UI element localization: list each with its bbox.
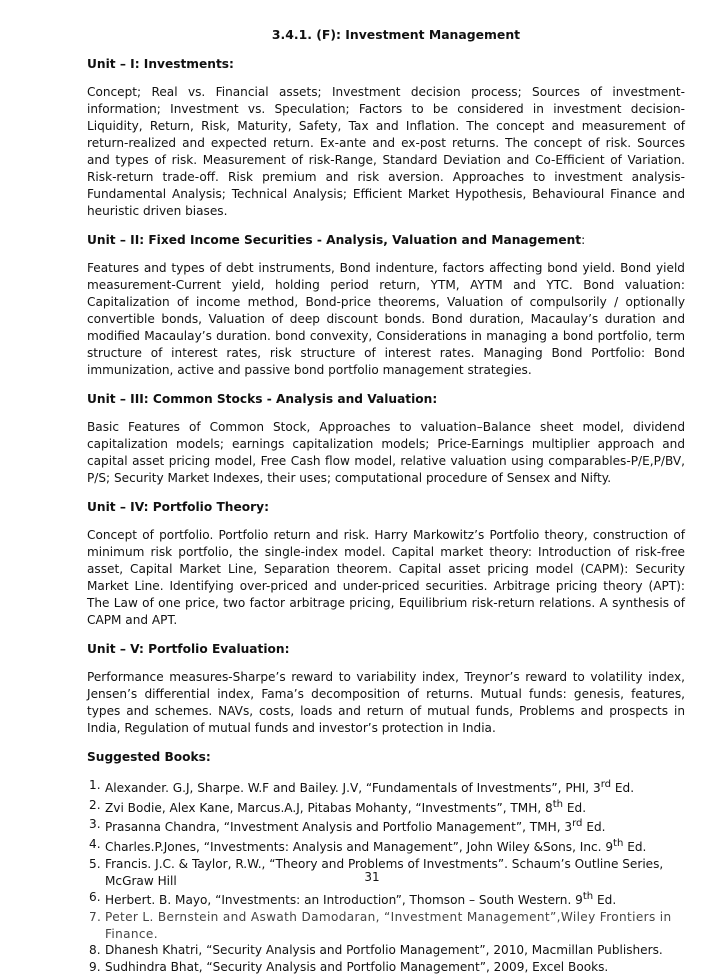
book-item	[89, 797, 685, 817]
book-text-end: Ed.	[611, 781, 635, 796]
book-item	[89, 816, 685, 836]
unit-4-body: Concept of portfolio. Portfolio return and risk. Harry Markowitz’s Portfolio theory, construction of minimum risk portfolio, the single-index model. Capital market theory: Introduction of risk-free asset, Capital Market Line, Separation theorem. Capital asset pricing model (CAPM): Security Market Line. Identifying over-priced and under-priced securities. Arbitrage pricing theory (APT): The Law of one price, two factor arbitrage pricing, Equilibrium risk-return relations. A synthesis of CAPM and APT.	[87, 528, 685, 627]
book-text-end: Ed.	[593, 893, 617, 908]
book-text-end: Ed.	[563, 800, 587, 815]
book-item	[89, 777, 685, 797]
page-number: 31	[364, 870, 380, 884]
page-title: 3.4.1. (F): Investment Management	[271, 27, 521, 42]
book-number: 8.	[89, 943, 101, 958]
book-text: Dhanesh Khatri, “Security Analysis and Portfolio Management”, 2010, Macmillan Publishers.	[105, 943, 663, 958]
book-text: Alexander. G.J, Sharpe. W.F and Bailey. J.V, “Fundamentals of Investments”, PHI, 3	[105, 781, 601, 796]
book-text: Charles.P.Jones, “Investments: Analysis and Management”, John Wiley &Sons, Inc. 9	[105, 840, 614, 855]
unit-4-heading: Unit – IV: Portfolio Theory:	[87, 500, 269, 514]
book-text: Herbert. B. Mayo, “Investments: an Introduction”, Thomson – South Western. 9	[105, 893, 583, 908]
unit-2-heading-suffix: :	[581, 233, 586, 247]
book-text: Peter L. Bernstein and Aswath Damodaran, “Investment Management”,Wiley Frontiers in Finance.	[105, 910, 672, 941]
book-number: 6.	[89, 890, 101, 905]
book-number: 4.	[89, 837, 101, 852]
book-sup: th	[582, 891, 594, 903]
book-item	[89, 909, 685, 942]
book-text: Prasanna Chandra, “Investment Analysis and Portfolio Management”, TMH, 3	[105, 820, 573, 835]
book-sup: th	[613, 838, 624, 850]
book-number: 3.	[89, 817, 101, 832]
book-number: 1.	[89, 778, 101, 792]
unit-1-heading: Unit – I: Investments:	[87, 57, 234, 71]
book-text-end: Ed.	[582, 820, 606, 835]
book-text: Francis. J.C. & Taylor, R.W., “Theory and Problems of Investments”. Schaum’s Outline Series, McGraw Hill	[105, 856, 664, 888]
unit-2-heading-text: Unit – II: Fixed Income Securities - Analysis, Valuation and Management	[87, 233, 582, 247]
book-item	[89, 959, 685, 976]
book-item	[89, 942, 685, 959]
document-page	[87, 26, 685, 976]
book-item	[89, 889, 685, 909]
book-text: Sudhindra Bhat, “Security Analysis and Portfolio Management”, 2009, Excel Books.	[105, 960, 609, 975]
book-sup: rd	[600, 779, 612, 790]
book-item	[89, 836, 685, 856]
book-sup: th	[552, 798, 564, 810]
unit-5-body: Performance measures-Sharpe’s reward to variability index, Treynor’s reward to volatility index, Jensen’s differential index, Fama’s decomposition of returns. Mutual funds: genesis, features, types and schemes. NAVs, costs, loads and return of mutual funds, Problems and prospects in India, Regulation of mutual funds and investor’s protection in India.	[87, 670, 685, 735]
book-sup: rd	[572, 818, 583, 830]
unit-1-body: Concept; Real vs. Financial assets; Investment decision process; Sources of investment-information; Investment vs. Speculation; Factors to be considered in investment decision-Liquidity, Return, Risk, Maturity, Safety, Tax and Inflation. The concept and measurement of return-realized and expected return. Ex-ante and ex-post returns. The concept of risk. Sources and types of risk. Measurement of risk-Range, Standard Deviation and Co-Efficient of Variation. Risk-return trade-off. Risk premium and risk aversion. Approaches to investment analysis-Fundamental Analysis; Technical Analysis; Efficient Market Hypothesis, Behavioural Finance and heuristic driven biases.	[87, 85, 685, 218]
book-number: 2.	[89, 797, 101, 812]
unit-2-body: Features and types of debt instruments, Bond indenture, factors affecting bond yield. Bond yield measurement-Current yield, holding period return, YTM, AYTM and YTC. Bond valuation: Capitalization of income method, Bond-price theorems, Valuation of compulsorily / optionally convertible bonds, Valuation of deep discount bonds. Bond duration, Macaulay’s duration and modified Macaulay’s duration. bond convexity, Considerations in managing a bond portfolio, term structure of interest rates, risk structure of interest rates. Managing Bond Portfolio: Bond immunization, active and passive bond portfolio management strategies.	[87, 261, 685, 377]
book-text-end: Ed.	[623, 840, 647, 855]
book-number: 5.	[89, 856, 101, 871]
unit-3-body: Basic Features of Common Stock, Approaches to valuation–Balance sheet model, dividend capitalization models; earnings capitalization models; Price-Earnings multiplier approach and capital asset pricing model, Free Cash flow model, relative valuation using comparables-P/E,P/BV, P/S; Security Market Indexes, their uses; computational procedure of Sensex and Nifty.	[87, 420, 685, 485]
unit-5-heading: Unit – V: Portfolio Evaluation:	[87, 642, 290, 656]
unit-2-heading	[87, 232, 685, 249]
book-number: 7.	[89, 910, 102, 925]
book-text: Zvi Bodie, Alex Kane, Marcus.A.J, Pitabas Mohanty, “Investments”, TMH, 8	[105, 800, 553, 815]
books-heading: Suggested Books:	[87, 750, 211, 764]
unit-3-heading: Unit – III: Common Stocks - Analysis and Valuation:	[87, 392, 438, 406]
book-number: 9.	[89, 960, 101, 975]
